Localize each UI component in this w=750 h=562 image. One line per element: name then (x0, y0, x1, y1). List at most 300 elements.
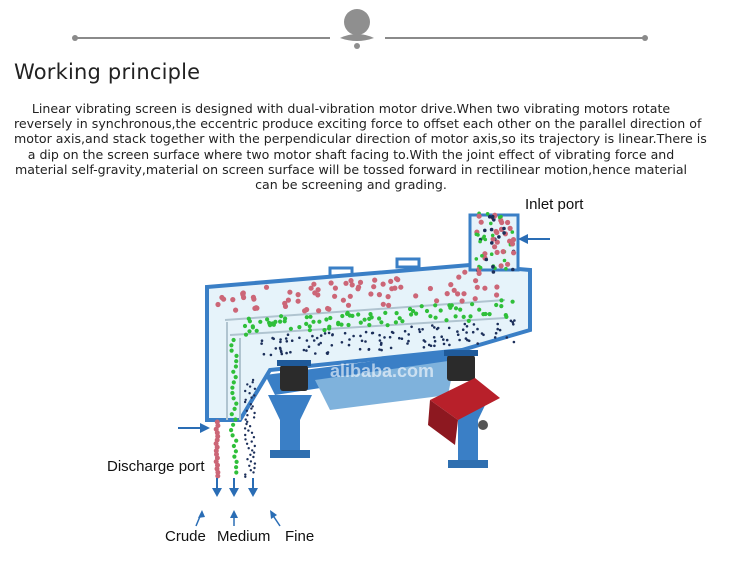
arrow-down-icon (212, 478, 222, 497)
particle-fine (390, 347, 393, 350)
particle-fine (424, 340, 427, 343)
falling-fine (253, 412, 255, 414)
falling-medium (234, 465, 238, 469)
particle-crude (348, 294, 353, 299)
particle-dot (482, 235, 486, 239)
particle-dot (499, 263, 504, 268)
particle-fine (406, 342, 409, 345)
particle-medium (322, 328, 326, 332)
particle-fine (448, 327, 451, 330)
particle-dot (503, 259, 507, 263)
spring-icon (447, 355, 475, 381)
particle-medium (305, 315, 309, 319)
particle-medium (278, 320, 282, 324)
particle-medium (377, 316, 381, 320)
falling-medium (233, 417, 237, 421)
particle-dot (491, 234, 495, 238)
output-label-crude: Crude (165, 528, 206, 545)
particle-fine (359, 348, 362, 351)
falling-fine (252, 381, 254, 383)
falling-fine (253, 467, 255, 469)
particle-crude (254, 305, 259, 310)
particle-crude (332, 294, 337, 299)
falling-fine (244, 401, 246, 403)
falling-fine (250, 460, 252, 462)
particle-fine (472, 331, 475, 334)
particle-fine (368, 348, 371, 351)
particle-fine (331, 334, 334, 337)
falling-fine (251, 432, 253, 434)
particle-medium (462, 315, 466, 319)
particle-medium (439, 308, 443, 312)
particle-fine (458, 339, 461, 342)
output-arrows (212, 478, 258, 497)
inlet-arrow-icon (518, 234, 550, 244)
inlet-port-label: Inlet port (525, 196, 584, 213)
particle-fine (437, 327, 440, 330)
falling-fine (253, 394, 255, 396)
particle-crude (312, 290, 317, 295)
falling-medium (232, 338, 236, 342)
particle-fine (380, 349, 383, 352)
particle-fine (303, 349, 306, 352)
particle-medium (488, 312, 492, 316)
particle-fine (270, 354, 273, 357)
particle-fine (465, 337, 468, 340)
particle-medium (433, 303, 437, 307)
particle-fine (407, 333, 410, 336)
particle-medium (308, 328, 312, 332)
particle-fine (401, 337, 404, 340)
description-line: material self-gravity,material on screen surface will be tossed forward in rectilinear motion,hence material (14, 161, 688, 177)
falling-medium (229, 428, 233, 432)
particle-dot (475, 257, 479, 261)
falling-medium (234, 364, 238, 368)
particle-fine (418, 328, 421, 331)
particle-dot (490, 228, 494, 232)
falling-fine (246, 410, 248, 412)
particle-fine (279, 341, 282, 344)
falling-fine (254, 462, 256, 464)
particle-fine (359, 335, 362, 338)
particle-medium (308, 315, 312, 319)
particle-medium (243, 324, 247, 328)
particle-dot (491, 215, 495, 219)
particle-crude (287, 290, 292, 295)
particle-crude (325, 306, 330, 311)
particle-fine (275, 347, 278, 350)
particle-medium (258, 320, 262, 324)
particle-medium (327, 326, 331, 330)
particle-medium (477, 308, 481, 312)
particle-fine (287, 333, 290, 336)
page-title: Working principle (14, 60, 201, 84)
particle-fine (466, 325, 469, 328)
discharge-port-label: Discharge port (107, 458, 205, 475)
particle-fine (378, 334, 381, 337)
falling-medium (230, 349, 234, 353)
particle-fine (326, 352, 329, 355)
particle-medium (324, 317, 328, 321)
falling-medium (234, 375, 238, 379)
falling-fine (244, 390, 246, 392)
particle-dot (486, 212, 490, 216)
particle-crude (219, 295, 224, 300)
particle-dot (479, 266, 483, 270)
particle-crude (233, 308, 238, 313)
particle-dot (502, 227, 506, 231)
particle-fine (318, 343, 321, 346)
particle-dot (510, 241, 515, 246)
particle-fine (462, 328, 465, 331)
particle-medium (328, 316, 332, 320)
particle-fine (443, 343, 446, 346)
particle-medium (467, 319, 471, 323)
lid-handle (397, 259, 419, 267)
particle-dot (477, 214, 482, 219)
particle-medium (336, 322, 340, 326)
particle-fine (306, 339, 309, 342)
falling-fine (252, 456, 254, 458)
particle-fine (476, 328, 479, 331)
particle-fine (298, 337, 301, 340)
particle-fine (464, 323, 467, 326)
falling-fine (246, 421, 248, 423)
particle-fine (305, 349, 308, 352)
falling-medium (234, 470, 238, 474)
particle-crude (343, 281, 348, 286)
particle-fine (348, 338, 351, 341)
description-line: Linear vibrating screen is designed with dual-vibration motor drive.When two vibrating motors rotate (31, 101, 671, 116)
particle-crude (333, 286, 338, 291)
particle-medium (317, 320, 321, 324)
particle-fine (448, 344, 451, 347)
falling-medium (232, 380, 236, 384)
particle-dot (491, 237, 496, 242)
particle-fine (383, 336, 386, 339)
particle-medium (370, 315, 374, 319)
pointer-icon (230, 510, 238, 526)
particle-medium (247, 317, 251, 321)
particle-medium (289, 327, 293, 331)
particle-dot (502, 231, 506, 235)
falling-fine (250, 407, 252, 409)
falling-fine (253, 451, 255, 453)
particle-fine (314, 352, 317, 355)
particle-crude (215, 302, 220, 307)
particle-medium (394, 320, 398, 324)
falling-medium (232, 455, 236, 459)
particle-fine (404, 330, 407, 333)
particle-crude (386, 303, 391, 308)
description-line: motor axis,and stack together with the perpendicular direction of motor axis,so its trajectory is linear.There is (14, 131, 707, 147)
falling-medium (230, 391, 234, 395)
particle-fine (496, 323, 499, 326)
particle-dot (505, 262, 510, 267)
description-line: can be screening and grading. (255, 177, 447, 193)
description-line: a dip on the screen surface where two motor shaft facing to.With the joint effect of vibrating force and (27, 146, 675, 162)
particle-medium (308, 324, 312, 328)
particle-fine (465, 331, 468, 334)
particle-medium (444, 318, 448, 322)
particle-crude (494, 284, 499, 289)
particle-fine (407, 340, 410, 343)
output-label-fine: Fine (285, 528, 315, 545)
particle-medium (454, 314, 458, 318)
falling-medium (233, 407, 237, 411)
particle-medium (297, 325, 301, 329)
falling-fine (244, 438, 246, 440)
arrow-down-icon (229, 478, 239, 497)
particle-crude (388, 279, 393, 284)
falling-fine (245, 418, 247, 420)
particle-fine (476, 342, 479, 345)
particle-dot (505, 220, 510, 225)
falling-medium (231, 423, 235, 427)
particle-crude (348, 278, 353, 283)
particle-medium (265, 317, 269, 321)
falling-medium (234, 439, 238, 443)
particle-medium (400, 319, 404, 323)
particle-crude (473, 296, 478, 301)
falling-medium (234, 359, 238, 363)
falling-medium (234, 449, 238, 453)
particle-fine (391, 331, 394, 334)
particle-dot (476, 233, 480, 237)
particle-fine (316, 337, 319, 340)
particle-crude (428, 286, 433, 291)
particle-fine (324, 332, 327, 335)
particle-medium (340, 314, 344, 318)
falling-fine (252, 471, 254, 473)
falling-fine (251, 440, 253, 442)
falling-medium (231, 433, 235, 437)
particle-dot (499, 220, 504, 225)
falling-medium (234, 354, 238, 358)
particle-crude (329, 280, 334, 285)
particle-dot (489, 222, 493, 226)
particle-medium (395, 311, 399, 315)
particle-crude (386, 294, 391, 299)
particle-medium (363, 318, 367, 322)
falling-fine (248, 447, 250, 449)
falling-medium (230, 386, 234, 390)
particle-medium (494, 303, 498, 307)
particle-crude (371, 284, 376, 289)
particle-medium (283, 317, 287, 321)
falling-fine (248, 465, 250, 467)
particle-medium (247, 329, 251, 333)
falling-fine (253, 436, 255, 438)
watermark: alibaba.com (330, 361, 435, 381)
falling-fine (249, 454, 251, 456)
particle-fine (279, 338, 282, 341)
falling-medium (232, 396, 236, 400)
particle-fine (440, 335, 443, 338)
particle-fine (510, 320, 513, 323)
particle-dot (501, 249, 506, 254)
falling-fine (249, 385, 251, 387)
particle-fine (261, 339, 264, 342)
particle-crude (434, 298, 439, 303)
particle-crude (241, 290, 246, 295)
particle-crude (445, 291, 450, 296)
particle-fine (352, 335, 355, 338)
particle-fine (271, 337, 274, 340)
particle-dot (479, 220, 484, 225)
particle-fine (320, 334, 323, 337)
particle-crude (316, 308, 321, 313)
particle-fine (313, 339, 316, 342)
particle-crude (377, 292, 382, 297)
particle-medium (311, 320, 315, 324)
particle-fine (285, 337, 288, 340)
particle-dot (497, 235, 501, 239)
particle-dot (511, 268, 515, 272)
particle-crude (230, 297, 235, 302)
particle-fine (371, 332, 374, 335)
particle-crude (309, 286, 314, 291)
falling-fine (254, 445, 256, 447)
particle-medium (356, 312, 360, 316)
falling-fine (245, 423, 247, 425)
particle-medium (268, 323, 272, 327)
particle-dot (494, 229, 499, 234)
particle-fine (344, 332, 347, 335)
particle-medium (383, 311, 387, 315)
particle-crude (372, 278, 377, 283)
particle-dot (490, 252, 494, 256)
falling-fine (248, 392, 250, 394)
particle-fine (434, 340, 437, 343)
falling-fine (254, 388, 256, 390)
particle-fine (365, 331, 368, 334)
particle-fine (380, 342, 383, 345)
falling-medium (231, 370, 235, 374)
particle-fine (457, 333, 460, 336)
falling-medium (232, 444, 236, 448)
particle-medium (367, 323, 371, 327)
particle-medium (481, 312, 485, 316)
particle-crude (475, 285, 480, 290)
particle-crude (368, 291, 373, 296)
particle-fine (456, 330, 459, 333)
falling-fine (245, 399, 247, 401)
particle-medium (499, 298, 503, 302)
particle-crude (448, 282, 453, 287)
particle-crude (302, 308, 307, 313)
particle-medium (434, 316, 438, 320)
particle-fine (506, 336, 509, 339)
discharge-arrow-icon (178, 423, 210, 433)
particle-fine (442, 338, 445, 341)
particle-medium (304, 322, 308, 326)
particle-fine (410, 326, 413, 329)
particle-fine (431, 324, 434, 327)
particle-fine (419, 331, 422, 334)
particle-fine (494, 336, 497, 339)
particle-medium (251, 325, 255, 329)
particle-medium (255, 329, 259, 333)
particle-dot (492, 270, 496, 274)
particle-fine (513, 341, 516, 344)
particle-fine (496, 328, 499, 331)
particle-crude (392, 286, 397, 291)
particle-crude (461, 291, 466, 296)
falling-fine (249, 425, 251, 427)
particle-medium (420, 304, 424, 308)
particle-fine (433, 336, 436, 339)
falling-fine (252, 379, 254, 381)
particle-medium (346, 323, 350, 327)
particle-dot (490, 241, 494, 245)
particle-dot (483, 229, 487, 233)
falling-fine (246, 458, 248, 460)
particle-crude (296, 299, 301, 304)
particle-medium (504, 315, 508, 319)
particle-crude (462, 270, 467, 275)
particle-crude (482, 286, 487, 291)
particle-fine (473, 323, 476, 326)
particle-medium (244, 333, 248, 337)
particle-medium (359, 321, 363, 325)
particle-crude (413, 293, 418, 298)
falling-fine (252, 405, 254, 407)
particle-fine (308, 345, 311, 348)
particle-medium (458, 308, 462, 312)
particle-crude (355, 286, 360, 291)
particle-crude (286, 298, 291, 303)
particle-fine (286, 340, 289, 343)
particle-medium (470, 302, 474, 306)
output-label-medium: Medium (217, 528, 271, 545)
particle-dot (504, 267, 508, 271)
particle-fine (433, 345, 436, 348)
particle-fine (341, 341, 344, 344)
particle-medium (448, 306, 452, 310)
arrow-down-icon (248, 478, 258, 497)
falling-fine (246, 383, 248, 385)
particle-dot (495, 250, 500, 255)
description-line: reversely in synchronous,the eccentric produce exciting force to offset each other on the parallel direction of (14, 116, 702, 132)
particle-medium (499, 304, 503, 308)
particle-medium (454, 306, 458, 310)
particle-fine (495, 332, 498, 335)
particle-dot (511, 230, 515, 234)
particle-crude (296, 292, 301, 297)
particle-fine (331, 344, 334, 347)
particle-medium (425, 309, 429, 313)
particle-medium (386, 323, 390, 327)
particle-fine (263, 353, 266, 356)
particle-fine (348, 344, 351, 347)
falling-medium (230, 412, 234, 416)
particle-medium (510, 300, 514, 304)
particle-fine (281, 353, 284, 356)
particle-crude (494, 292, 499, 297)
pointer-icon (270, 510, 280, 526)
particle-crude (473, 278, 478, 283)
particle-dot (478, 240, 482, 244)
falling-fine (250, 403, 252, 405)
particle-crude (358, 280, 363, 285)
falling-fine (253, 416, 255, 418)
pointer-icon (196, 510, 205, 526)
particle-fine (389, 336, 392, 339)
particle-medium (468, 314, 472, 318)
falling-fine (250, 469, 252, 471)
particle-crude (477, 271, 482, 276)
